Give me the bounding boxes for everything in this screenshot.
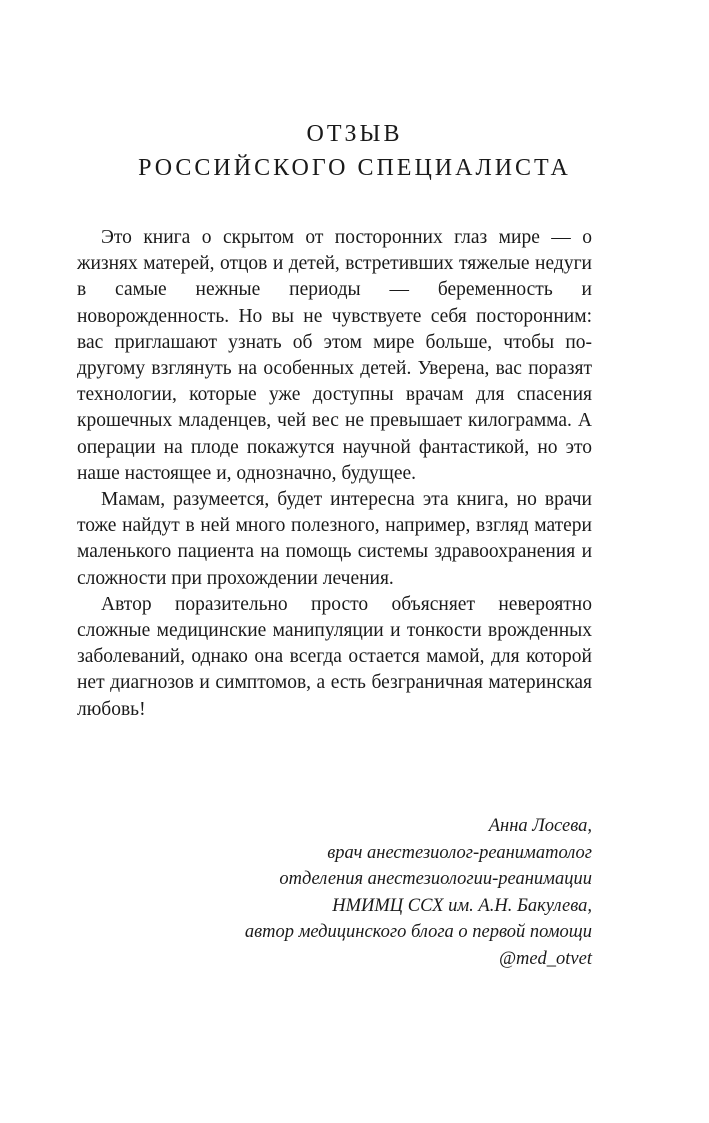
review-body	[77, 225, 592, 723]
review-paragraph-1: Это книга о скрытом от посторонних глаз мире — о жизнях матерей, отцов и детей, встретивших тяжелые недуги в самые нежные периоды — беременность и новорожденность. Но вы не чувствуете себя посторонним: вас приглашают узнать об этом мире больше, чтобы по-другому взглянуть на особенных детей. Уверена, вас поразят технологии, которые уже доступны врачам для спасения крошечных младенцев, чей вес не превышает килограмма. А операции на плоде покажутся научной фантастикой, но это наше настоящее и, однозначно, будущее.	[77, 227, 592, 484]
title-line-2: РОССИЙСКОГО СПЕЦИАЛИСТА	[138, 155, 571, 181]
reviewer-handle: @med_otvet	[498, 948, 592, 969]
reviewer-position: врач анестезиолог-реаниматолог	[327, 842, 592, 863]
title-line-1: ОТЗЫВ	[306, 121, 403, 147]
reviewer-name: Анна Лосева,	[488, 816, 592, 836]
reviewer-institution: НМИМЦ ССХ им. А.Н. Бакулева,	[332, 895, 592, 916]
review-paragraph-2: Мамам, разумеется, будет интересна эта книга, но врачи тоже найдут в ней много полезного, например, взгляд матери маленького пациента на помощь системы здравоохранения и сложности при прохождении лечения.	[77, 489, 592, 589]
reviewer-department: отделения анестезиологии-реанимации	[279, 869, 592, 890]
page-title	[0, 117, 709, 185]
review-paragraph-3: Автор поразительно просто объясняет невероятно сложные медицинские манипуляции и тонкости врожденных заболеваний, однако она всегда остается мамой, для которой нет диагнозов и симптомов, а есть безграничная материнская любовь!	[77, 593, 592, 720]
reviewer-signature	[77, 813, 592, 973]
reviewer-blog: автор медицинского блога о первой помощи	[244, 922, 592, 943]
